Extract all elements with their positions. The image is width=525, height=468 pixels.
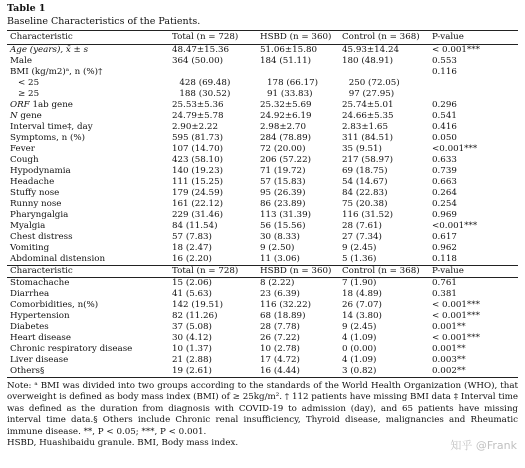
cell-p-value: < 0.001*** — [432, 300, 480, 310]
table-row — [7, 100, 518, 111]
cell-hsbd: 11 (3.06) — [260, 254, 300, 264]
cell-hsbd: 25.32±5.69 — [260, 100, 312, 110]
cell-p-value: < 0.001*** — [432, 333, 480, 343]
cell-control: 26 (7.07) — [342, 300, 382, 310]
table-row — [7, 122, 518, 133]
cell-characteristic: ≥ 25 — [18, 89, 40, 99]
cell-p-value: 0.617 — [432, 232, 457, 242]
cell-total: Total (n = 728) — [172, 266, 239, 276]
cell-hsbd: 16 (4.44) — [260, 366, 300, 376]
table-row — [7, 45, 518, 56]
cell-characteristic: Interval time‡, day — [10, 122, 93, 132]
cell-total: 84 (11.54) — [172, 221, 218, 231]
table-label: Table 1 — [7, 3, 46, 14]
cell-total: 15 (2.06) — [172, 278, 212, 288]
table-row — [7, 344, 518, 355]
table-row — [7, 254, 518, 265]
cell-control: 4 (1.09) — [342, 333, 377, 343]
cell-characteristic: < 25 — [18, 78, 40, 88]
header-hsbd: HSBD (n = 360) — [260, 32, 332, 42]
cell-control: 116 (31.52) — [342, 210, 393, 220]
cell-characteristic: BMI (kg/m2)ᵃ, n (%)† — [10, 67, 103, 77]
cell-total: 21 (2.88) — [172, 355, 212, 365]
table-row — [7, 155, 518, 166]
cell-total: 364 (50.00) — [172, 56, 223, 66]
cell-control: 97 (27.95) — [348, 89, 395, 99]
header-total: Total (n = 728) — [172, 32, 239, 42]
cell-hsbd: 26 (7.22) — [260, 333, 300, 343]
cell-total: 107 (14.70) — [172, 144, 223, 154]
cell-p-value: 0.633 — [432, 155, 457, 165]
table-row — [7, 166, 518, 177]
cell-hsbd: 91 (33.83) — [267, 89, 313, 99]
cell-characteristic: Pharyngalgia — [10, 210, 69, 220]
cell-characteristic: Male — [10, 56, 32, 66]
cell-total: 30 (4.12) — [172, 333, 212, 343]
cell-control: 35 (9.51) — [342, 144, 382, 154]
cell-total: 19 (2.61) — [172, 366, 212, 376]
cell-p-value: 0.001** — [432, 344, 466, 354]
cell-hsbd: 24.92±6.19 — [260, 111, 312, 121]
cell-control: 180 (48.91) — [342, 56, 393, 66]
table-row — [7, 199, 518, 210]
cell-hsbd: 72 (20.00) — [260, 144, 306, 154]
table-row — [7, 177, 518, 188]
cell-control: 250 (72.05) — [348, 78, 400, 88]
cell-total: 10 (1.37) — [172, 344, 212, 354]
cell-characteristic: Stomachache — [10, 278, 70, 288]
cell-characteristic: Runny nose — [10, 199, 62, 209]
cell-hsbd: 284 (78.89) — [260, 133, 311, 143]
cell-characteristic: Hypodynamia — [10, 166, 71, 176]
table-header-row — [7, 31, 518, 44]
cell-characteristic: Liver disease — [10, 355, 69, 365]
cell-characteristic: Myalgia — [10, 221, 46, 231]
cell-control: 24.66±5.35 — [342, 111, 394, 121]
cell-total: 140 (19.23) — [172, 166, 223, 176]
table-row — [7, 188, 518, 199]
cell-control: 27 (7.34) — [342, 232, 382, 242]
cell-hsbd: 68 (18.89) — [260, 311, 306, 321]
cell-control: 3 (0.82) — [342, 366, 377, 376]
table-row — [7, 355, 518, 366]
cell-control: Control (n = 368) — [342, 266, 420, 276]
table-row — [7, 333, 518, 344]
cell-p-value: 0.381 — [432, 289, 457, 299]
cell-total: 2.90±2.22 — [172, 122, 218, 132]
cell-hsbd: 184 (51.11) — [260, 56, 311, 66]
table-row — [7, 89, 518, 100]
table-row — [7, 133, 518, 144]
table-container — [7, 2, 518, 449]
cell-total: 18 (2.47) — [172, 243, 212, 253]
cell-control: 5 (1.36) — [342, 254, 377, 264]
cell-p-value: < 0.001*** — [432, 45, 480, 55]
cell-total: 24.79±5.78 — [172, 111, 224, 121]
cell-characteristic: Vomiting — [10, 243, 50, 253]
cell-hsbd: 113 (31.39) — [260, 210, 311, 220]
cell-hsbd: 28 (7.78) — [260, 322, 300, 332]
watermark: 知乎 @Frank — [450, 439, 517, 452]
footnote-note: Note: ᵃ BMI was divided into two groups according to the standards of the World Health Organization (WHO), that overweight is defined as body mass index (BMI) of ≥ 25kg/m². † 112 patients have missing BMI data ‡ Interval time was defined as the duration from diagnosis with COVID-19 to admission (day), and 65 patients have missing interval time data.§ Others include Chronic renal insufficiency, Thyroid disease, malignancies and Rheumatic immune disease. **, P < 0.05; ***, P < 0.001. — [7, 381, 518, 437]
cell-control: 69 (18.75) — [342, 166, 388, 176]
table-row — [7, 210, 518, 221]
cell-characteristic: Fever — [10, 144, 35, 154]
cell-control: 18 (4.89) — [342, 289, 382, 299]
cell-p-value: <0.001*** — [432, 221, 478, 231]
cell-p-value: 0.050 — [432, 133, 457, 143]
cell-characteristic: Chest distress — [10, 232, 73, 242]
header-p-value: P-value — [432, 32, 464, 42]
cell-characteristic: Chronic respiratory disease — [10, 344, 133, 354]
cell-total: 16 (2.20) — [172, 254, 212, 264]
cell-control: 45.93±14.24 — [342, 45, 400, 55]
cell-hsbd: 8 (2.22) — [260, 278, 295, 288]
cell-characteristic: Characteristic — [10, 266, 73, 276]
table-row — [7, 243, 518, 254]
cell-hsbd: 206 (57.22) — [260, 155, 311, 165]
cell-total: 161 (22.12) — [172, 199, 223, 209]
cell-p-value: 0.663 — [432, 177, 457, 187]
cell-p-value: 0.116 — [432, 67, 457, 77]
cell-control: 54 (14.67) — [342, 177, 388, 187]
cell-p-value: 0.761 — [432, 278, 457, 288]
cell-total: 37 (5.08) — [172, 322, 212, 332]
cell-p-value: 0.254 — [432, 199, 457, 209]
footnote-abbreviations: HSBD, Huashibaidu granule. BMI, Body mass index. — [7, 438, 239, 449]
cell-p-value: 0.296 — [432, 100, 457, 110]
table-caption: Baseline Characteristics of the Patients. — [7, 16, 201, 27]
table-row — [7, 111, 518, 122]
cell-hsbd: 2.98±2.70 — [260, 122, 306, 132]
cell-control: 9 (2.45) — [342, 243, 377, 253]
header-characteristic: Characteristic — [10, 32, 73, 42]
cell-characteristic: Others§ — [10, 366, 45, 376]
cell-hsbd: 9 (2.50) — [260, 243, 295, 253]
cell-total: 179 (24.59) — [172, 188, 223, 198]
cell-hsbd: 57 (15.83) — [260, 177, 306, 187]
table-row — [7, 232, 518, 243]
cell-characteristic: Age (years), x̄ ± s — [10, 45, 89, 55]
cell-characteristic: Diabetes — [10, 322, 49, 332]
cell-hsbd: 51.06±15.80 — [260, 45, 318, 55]
table-row — [7, 322, 518, 333]
cell-total: 111 (15.25) — [172, 177, 223, 187]
cell-hsbd: 86 (23.89) — [260, 199, 306, 209]
cell-p-value: 0.002** — [432, 366, 466, 376]
bottom-rule — [7, 377, 518, 378]
cell-p-value: <0.001*** — [432, 144, 478, 154]
cell-characteristic: Hypertension — [10, 311, 70, 321]
cell-characteristic: ORF 1ab gene — [10, 100, 73, 110]
cell-total: 41 (5.63) — [172, 289, 212, 299]
cell-hsbd: 23 (6.39) — [260, 289, 300, 299]
table-row — [7, 289, 518, 300]
cell-characteristic: Cough — [10, 155, 39, 165]
cell-total: 423 (58.10) — [172, 155, 223, 165]
cell-hsbd: 116 (32.22) — [260, 300, 311, 310]
table-footnote — [7, 381, 518, 449]
cell-hsbd: HSBD (n = 360) — [260, 266, 332, 276]
cell-p-value: 0.553 — [432, 56, 457, 66]
cell-characteristic: Heart disease — [10, 333, 72, 343]
table-body — [7, 45, 518, 377]
cell-control: 14 (3.80) — [342, 311, 382, 321]
table-row — [7, 56, 518, 67]
cell-total: 25.53±5.36 — [172, 100, 224, 110]
cell-hsbd: 30 (8.33) — [260, 232, 300, 242]
cell-total: 595 (81.73) — [172, 133, 223, 143]
cell-p-value: 0.969 — [432, 210, 457, 220]
cell-control: 84 (22.83) — [342, 188, 388, 198]
cell-p-value: 0.118 — [432, 254, 457, 264]
cell-characteristic: Stuffy nose — [10, 188, 60, 198]
cell-p-value: 0.739 — [432, 166, 457, 176]
cell-control: 25.74±5.01 — [342, 100, 394, 110]
cell-hsbd: 10 (2.78) — [260, 344, 300, 354]
cell-p-value: 0.264 — [432, 188, 457, 198]
cell-p-value: P-value — [432, 266, 464, 276]
table-row — [7, 366, 518, 377]
cell-p-value: 0.003** — [432, 355, 466, 365]
table-row — [7, 300, 518, 311]
table-row — [7, 311, 518, 322]
table-row — [7, 266, 518, 277]
table-row — [7, 221, 518, 232]
cell-total: 229 (31.46) — [172, 210, 223, 220]
cell-hsbd: 95 (26.39) — [260, 188, 306, 198]
cell-control: 28 (7.61) — [342, 221, 382, 231]
cell-p-value: 0.541 — [432, 111, 457, 121]
cell-control: 2.83±1.65 — [342, 122, 388, 132]
cell-hsbd: 17 (4.72) — [260, 355, 300, 365]
cell-p-value: 0.962 — [432, 243, 457, 253]
cell-hsbd: 178 (66.17) — [267, 78, 319, 88]
cell-total: 428 (69.48) — [179, 78, 231, 88]
cell-control: 0 (0.00) — [342, 344, 377, 354]
cell-characteristic: Comorbidities, n(%) — [10, 300, 99, 310]
table-row — [7, 144, 518, 155]
cell-hsbd: 71 (19.72) — [260, 166, 306, 176]
table-row — [7, 67, 518, 78]
cell-control: 4 (1.09) — [342, 355, 377, 365]
cell-control: 9 (2.45) — [342, 322, 377, 332]
table-row — [7, 78, 518, 89]
cell-characteristic: N gene — [10, 111, 42, 121]
cell-characteristic: Symptoms, n (%) — [10, 133, 85, 143]
cell-total: 57 (7.83) — [172, 232, 212, 242]
cell-control: 217 (58.97) — [342, 155, 393, 165]
cell-total: 142 (19.51) — [172, 300, 223, 310]
cell-p-value: 0.416 — [432, 122, 457, 132]
cell-control: 311 (84.51) — [342, 133, 393, 143]
cell-p-value: 0.001** — [432, 322, 466, 332]
cell-control: 75 (20.38) — [342, 199, 388, 209]
cell-total: 82 (11.26) — [172, 311, 218, 321]
cell-total: 188 (30.52) — [179, 89, 231, 99]
cell-control: 7 (1.90) — [342, 278, 377, 288]
cell-characteristic: Diarrhea — [10, 289, 50, 299]
cell-hsbd: 56 (15.56) — [260, 221, 306, 231]
cell-characteristic: Abdominal distension — [10, 254, 106, 264]
header-control: Control (n = 368) — [342, 32, 420, 42]
table-row — [7, 278, 518, 289]
cell-p-value: < 0.001*** — [432, 311, 480, 321]
cell-characteristic: Headache — [10, 177, 55, 187]
cell-total: 48.47±15.36 — [172, 45, 230, 55]
